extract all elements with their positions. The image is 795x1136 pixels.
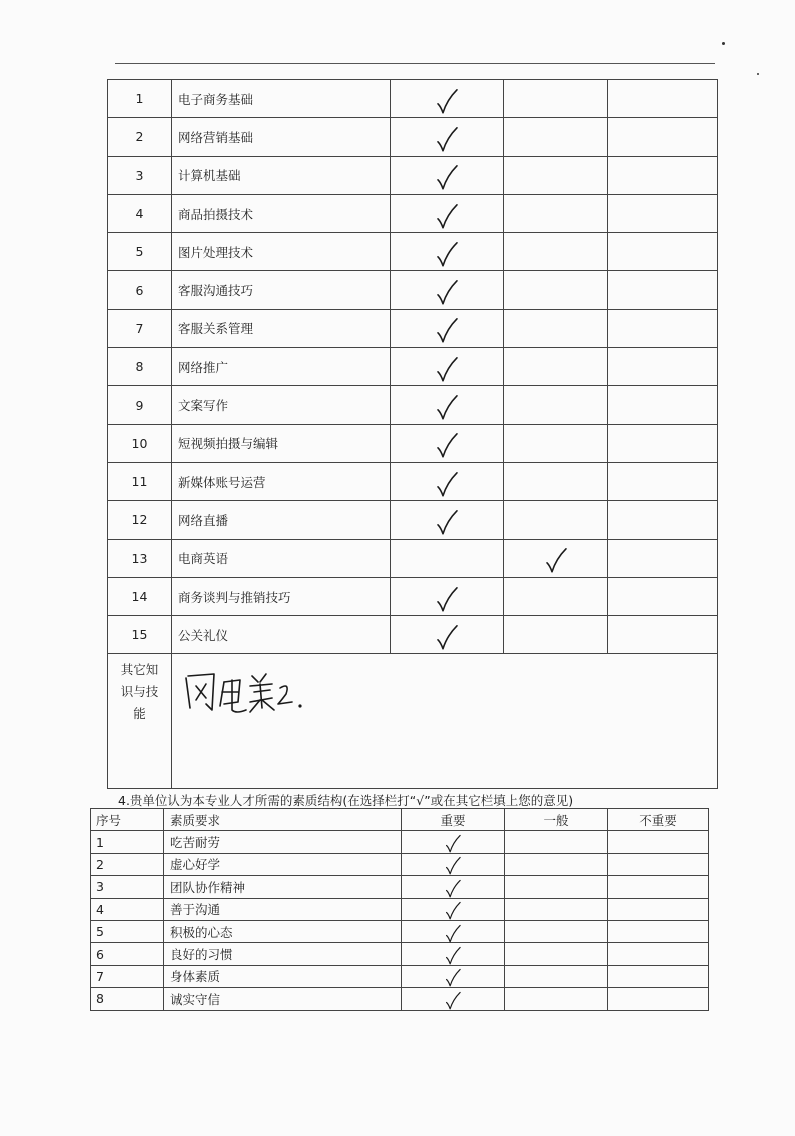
skill-choice-cell[interactable]: [504, 386, 608, 424]
skill-name: 文案写作: [172, 386, 391, 424]
quality-name: 积极的心态: [164, 920, 402, 942]
quality-choice-cell[interactable]: [505, 876, 608, 898]
skill-name: 电子商务基础: [172, 80, 391, 118]
skill-choice-cell[interactable]: [608, 348, 718, 386]
skill-choice-cell[interactable]: [391, 616, 504, 654]
quality-choice-cell[interactable]: [505, 988, 608, 1010]
skill-number: 1: [108, 80, 172, 118]
handwritten-signature: [180, 666, 340, 726]
quality-name: 良好的习惯: [164, 943, 402, 965]
skill-choice-cell[interactable]: [608, 501, 718, 539]
scan-speck: [722, 42, 725, 45]
header-num: 序号: [91, 809, 164, 831]
skill-number: 12: [108, 501, 172, 539]
skill-row: [108, 118, 718, 156]
quality-choice-cell[interactable]: [608, 988, 709, 1010]
quality-row: [91, 965, 709, 987]
skill-choice-cell[interactable]: [391, 156, 504, 194]
skill-choice-cell[interactable]: [504, 462, 608, 500]
skill-number: 8: [108, 348, 172, 386]
checkmark-icon: [435, 164, 459, 192]
skill-name: 图片处理技术: [172, 233, 391, 271]
checkmark-icon: [444, 991, 462, 1011]
skill-name: 新媒体账号运营: [172, 462, 391, 500]
other-skills-row: [108, 654, 718, 789]
skill-choice-cell[interactable]: [391, 462, 504, 500]
skill-choice-cell[interactable]: [608, 118, 718, 156]
skill-name: 电商英语: [172, 539, 391, 577]
checkmark-icon: [435, 624, 459, 652]
skill-name: 客服沟通技巧: [172, 271, 391, 309]
skill-name: 客服关系管理: [172, 309, 391, 347]
skill-choice-cell[interactable]: [504, 424, 608, 462]
skill-number: 11: [108, 462, 172, 500]
skill-choice-cell[interactable]: [504, 309, 608, 347]
skill-number: 15: [108, 616, 172, 654]
checkmark-icon: [444, 856, 462, 876]
skill-number: 7: [108, 309, 172, 347]
checkmark-icon: [444, 946, 462, 966]
skill-choice-cell[interactable]: [504, 348, 608, 386]
skill-choice-cell[interactable]: [391, 577, 504, 615]
skill-name: 短视频拍摄与编辑: [172, 424, 391, 462]
skill-choice-cell[interactable]: [504, 539, 608, 577]
quality-header-row: [91, 809, 709, 831]
skill-choice-cell[interactable]: [391, 233, 504, 271]
scan-speck: [757, 73, 759, 75]
quality-number: 2: [91, 853, 164, 875]
quality-choice-cell[interactable]: [608, 831, 709, 853]
skill-choice-cell[interactable]: [391, 194, 504, 232]
skill-choice-cell[interactable]: [391, 271, 504, 309]
checkmark-icon: [444, 834, 462, 854]
quality-choice-cell[interactable]: [505, 898, 608, 920]
quality-row: [91, 831, 709, 853]
skill-row: [108, 271, 718, 309]
skill-name: 公关礼仪: [172, 616, 391, 654]
quality-choice-cell[interactable]: [402, 876, 505, 898]
quality-name: 虚心好学: [164, 853, 402, 875]
checkmark-icon: [435, 509, 459, 537]
skill-choice-cell[interactable]: [391, 501, 504, 539]
quality-number: 7: [91, 965, 164, 987]
checkmark-icon: [435, 241, 459, 269]
quality-table: [90, 808, 709, 1011]
skill-number: 2: [108, 118, 172, 156]
quality-choice-cell[interactable]: [608, 853, 709, 875]
quality-name: 身体素质: [164, 965, 402, 987]
quality-name: 善于沟通: [164, 898, 402, 920]
quality-choice-cell[interactable]: [608, 876, 709, 898]
quality-choice-cell[interactable]: [608, 920, 709, 942]
checkmark-icon: [435, 317, 459, 345]
skill-choice-cell[interactable]: [608, 194, 718, 232]
other-skills-label: 其它知识与技能: [108, 654, 172, 789]
skill-choice-cell[interactable]: [504, 271, 608, 309]
skill-choice-cell[interactable]: [608, 309, 718, 347]
skill-choice-cell[interactable]: [391, 539, 504, 577]
checkmark-icon: [435, 126, 459, 154]
skill-choice-cell[interactable]: [504, 80, 608, 118]
header-important: 重要: [402, 809, 505, 831]
checkmark-icon: [435, 202, 459, 230]
quality-row: [91, 898, 709, 920]
skill-number: 14: [108, 577, 172, 615]
skill-choice-cell[interactable]: [504, 194, 608, 232]
skill-row: [108, 539, 718, 577]
quality-number: 3: [91, 876, 164, 898]
quality-row: [91, 988, 709, 1010]
skill-row: [108, 309, 718, 347]
skill-name: 网络营销基础: [172, 118, 391, 156]
skill-choice-cell[interactable]: [608, 386, 718, 424]
quality-row: [91, 853, 709, 875]
skill-name: 计算机基础: [172, 156, 391, 194]
skill-choice-cell[interactable]: [608, 271, 718, 309]
quality-choice-cell[interactable]: [402, 898, 505, 920]
quality-choice-cell[interactable]: [402, 853, 505, 875]
checkmark-icon: [435, 87, 459, 115]
skill-name: 商品拍摄技术: [172, 194, 391, 232]
checkmark-icon: [544, 547, 568, 575]
other-skills-value[interactable]: [172, 654, 718, 789]
checkmark-icon: [444, 968, 462, 988]
skill-row: [108, 501, 718, 539]
skill-choice-cell[interactable]: [504, 577, 608, 615]
skill-choice-cell[interactable]: [504, 118, 608, 156]
skill-row: [108, 577, 718, 615]
quality-choice-cell[interactable]: [608, 965, 709, 987]
skill-choice-cell[interactable]: [504, 233, 608, 271]
quality-number: 4: [91, 898, 164, 920]
checkmark-icon: [444, 924, 462, 944]
skill-number: 13: [108, 539, 172, 577]
quality-number: 5: [91, 920, 164, 942]
quality-choice-cell[interactable]: [608, 898, 709, 920]
quality-choice-cell[interactable]: [505, 965, 608, 987]
checkmark-icon: [435, 432, 459, 460]
quality-choice-cell[interactable]: [608, 943, 709, 965]
checkmark-icon: [435, 394, 459, 422]
quality-number: 6: [91, 943, 164, 965]
skill-name: 商务谈判与推销技巧: [172, 577, 391, 615]
skill-choice-cell[interactable]: [391, 80, 504, 118]
quality-number: 8: [91, 988, 164, 1010]
skill-choice-cell[interactable]: [391, 424, 504, 462]
checkmark-icon: [444, 879, 462, 899]
skill-row: [108, 348, 718, 386]
header-unimportant: 不重要: [608, 809, 709, 831]
skill-row: [108, 233, 718, 271]
quality-row: [91, 876, 709, 898]
quality-choice-cell[interactable]: [402, 943, 505, 965]
skill-choice-cell[interactable]: [608, 424, 718, 462]
quality-choice-cell[interactable]: [402, 920, 505, 942]
quality-choice-cell[interactable]: [505, 943, 608, 965]
skill-choice-cell[interactable]: [391, 386, 504, 424]
skill-choice-cell[interactable]: [391, 309, 504, 347]
skill-choice-cell[interactable]: [504, 501, 608, 539]
skill-row: [108, 616, 718, 654]
checkmark-icon: [435, 356, 459, 384]
skill-choice-cell[interactable]: [608, 156, 718, 194]
quality-name: 吃苦耐劳: [164, 831, 402, 853]
checkmark-icon: [435, 585, 459, 613]
skill-choice-cell[interactable]: [504, 156, 608, 194]
skill-number: 4: [108, 194, 172, 232]
quality-choice-cell[interactable]: [505, 853, 608, 875]
header-rule: [115, 63, 715, 64]
quality-row: [91, 943, 709, 965]
checkmark-icon: [435, 279, 459, 307]
skill-number: 5: [108, 233, 172, 271]
quality-name: 诚实守信: [164, 988, 402, 1010]
skill-row: [108, 386, 718, 424]
checkmark-icon: [444, 901, 462, 921]
skill-choice-cell[interactable]: [608, 80, 718, 118]
skill-number: 3: [108, 156, 172, 194]
skill-choice-cell[interactable]: [608, 577, 718, 615]
section-4-title: 4.贵单位认为本专业人才所需的素质结构(在选择栏打“√”或在其它栏填上您的意见): [118, 793, 574, 808]
skill-choice-cell[interactable]: [608, 233, 718, 271]
quality-choice-cell[interactable]: [505, 831, 608, 853]
quality-choice-cell[interactable]: [505, 920, 608, 942]
skill-row: [108, 194, 718, 232]
skills-table: [107, 79, 718, 789]
skill-choice-cell[interactable]: [608, 616, 718, 654]
skill-number: 6: [108, 271, 172, 309]
quality-row: [91, 920, 709, 942]
skill-number: 10: [108, 424, 172, 462]
skill-row: [108, 156, 718, 194]
quality-name: 团队协作精神: [164, 876, 402, 898]
checkmark-icon: [435, 470, 459, 498]
quality-choice-cell[interactable]: [402, 831, 505, 853]
skill-name: 网络推广: [172, 348, 391, 386]
header-normal: 一般: [505, 809, 608, 831]
skill-row: [108, 462, 718, 500]
quality-number: 1: [91, 831, 164, 853]
skill-choice-cell[interactable]: [391, 348, 504, 386]
header-name: 素质要求: [164, 809, 402, 831]
skill-choice-cell[interactable]: [391, 118, 504, 156]
quality-choice-cell[interactable]: [402, 988, 505, 1010]
skill-row: [108, 424, 718, 462]
skill-row: [108, 80, 718, 118]
skill-choice-cell[interactable]: [504, 616, 608, 654]
skill-name: 网络直播: [172, 501, 391, 539]
skill-choice-cell[interactable]: [608, 462, 718, 500]
quality-choice-cell[interactable]: [402, 965, 505, 987]
skill-choice-cell[interactable]: [608, 539, 718, 577]
skill-number: 9: [108, 386, 172, 424]
